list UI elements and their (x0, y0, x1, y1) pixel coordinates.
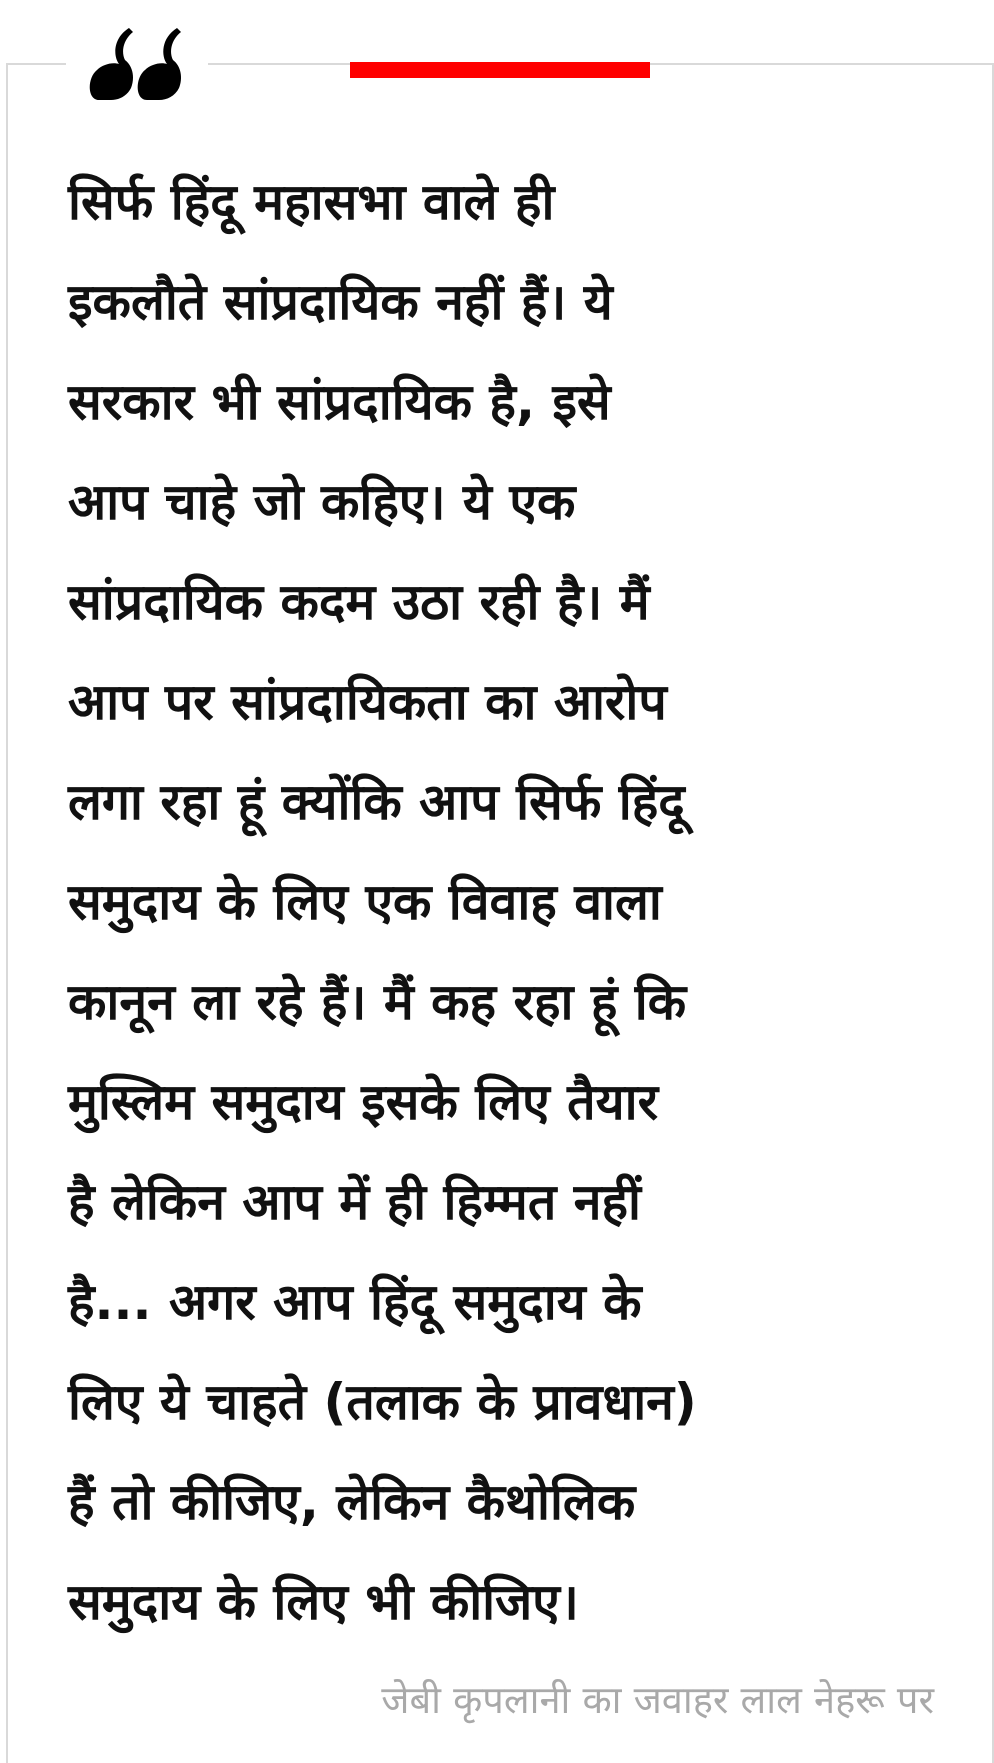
quote-attribution: जेबी कृपलानी का जवाहर लाल नेहरू पर (381, 1678, 934, 1722)
quote-line: लगा रहा हूं क्योंकि आप सिर्फ हिंदू (68, 773, 685, 831)
quote-line: आप पर सांप्रदायिकता का आरोप (68, 673, 667, 731)
accent-bar (350, 62, 650, 78)
quote-text (68, 152, 948, 1652)
quote-line: हैं तो कीजिए, लेकिन कैथोलिक (68, 1473, 636, 1531)
quote-line: समुदाय के लिए भी कीजिए। (68, 1573, 579, 1631)
opening-double-quote-icon (89, 26, 185, 102)
quote-line: आप चाहे जो कहिए। ये एक (68, 473, 576, 531)
quote-line: लिए ये चाहते (तलाक के प्रावधान) (68, 1373, 697, 1431)
accent-bar-fill (350, 62, 650, 78)
quote-line: है... अगर आप हिंदू समुदाय के (68, 1273, 642, 1331)
quote-line: समुदाय के लिए एक विवाह वाला (68, 873, 662, 931)
quote-line: इकलौते सांप्रदायिक नहीं हैं। ये (68, 273, 613, 331)
quote-line: सांप्रदायिक कदम उठा रही है। मैं (68, 573, 650, 631)
quote-line: कानून ला रहे हैं। मैं कह रहा हूं कि (68, 973, 687, 1031)
quote-line: सिर्फ हिंदू महासभा वाले ही (68, 173, 555, 231)
quote-mark-container (66, 14, 208, 114)
quote-line: है लेकिन आप में ही हिम्मत नहीं (68, 1173, 641, 1231)
quote-line: मुस्लिम समुदाय इसके लिए तैयार (68, 1073, 659, 1131)
quote-line: सरकार भी सांप्रदायिक है, इसे (68, 373, 611, 431)
